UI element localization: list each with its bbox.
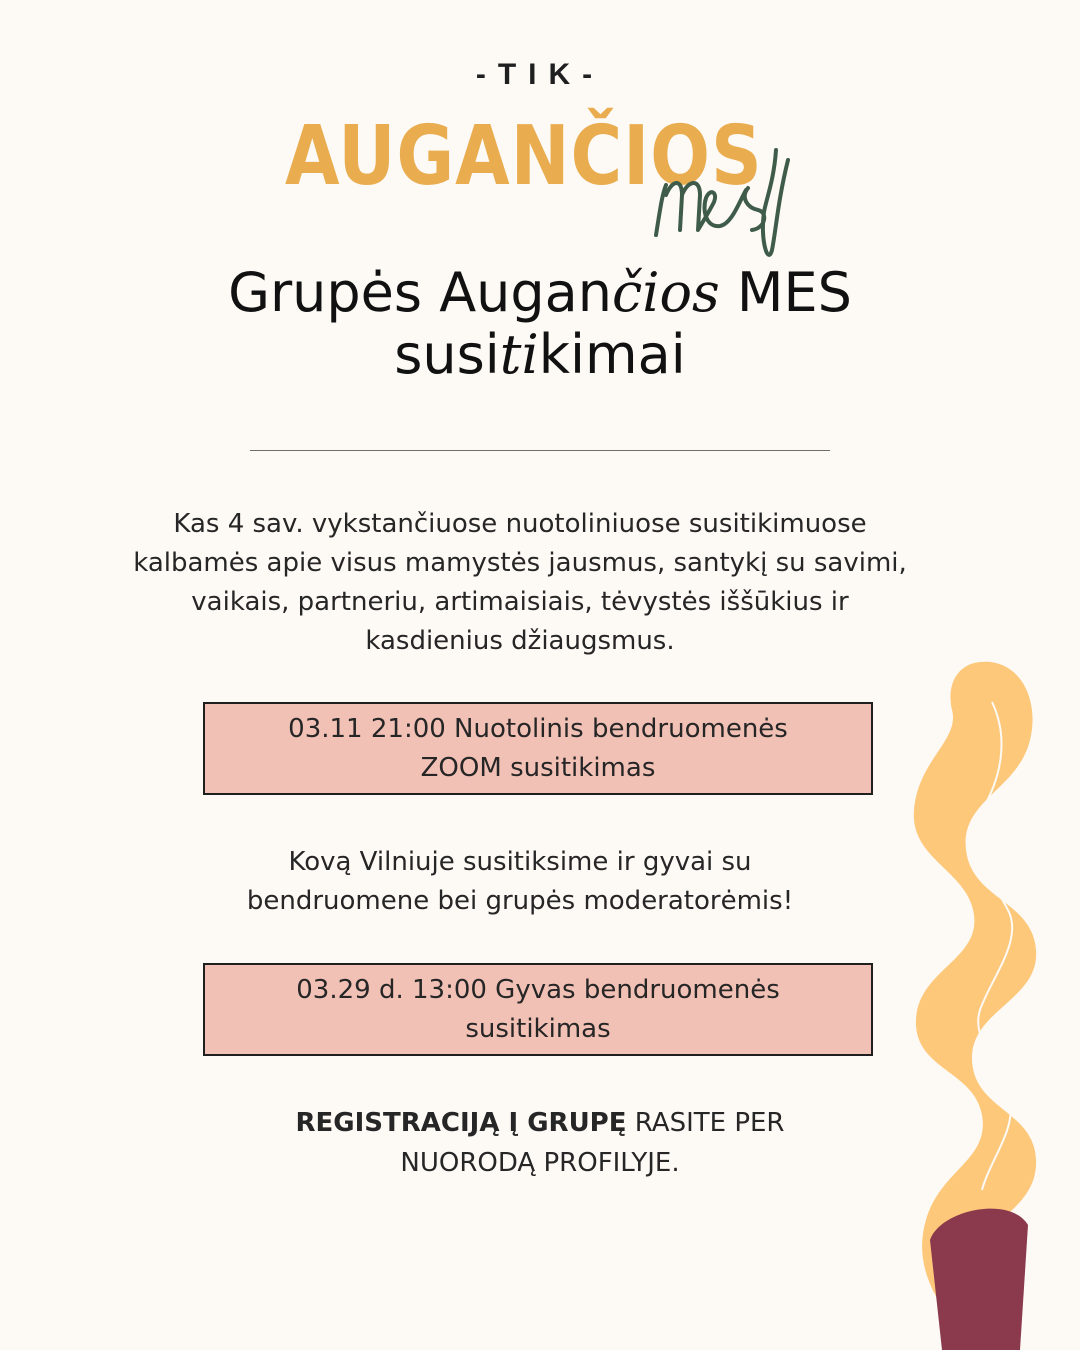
title-text: Grupės Augan	[228, 261, 612, 324]
intro-paragraph: Kas 4 sav. vykstančiuose nuotoliniuose susitikimuose kalbamės apie visus mamystės jausmus, santykį su savimi, vaikais, partneriu, artimaisiais, tėvystės iššūkius ir kasdienius džiaugsmus.	[133, 509, 907, 656]
event-text: 03.29 d. 13:00 Gyvas bendruomenės susitikimas	[296, 974, 780, 1044]
logo-tik-text: TIK	[497, 58, 583, 91]
title-italic: čios	[611, 261, 720, 324]
registration-note	[290, 1103, 790, 1183]
brand-logo	[0, 0, 1080, 270]
page-title	[0, 262, 1080, 386]
registration-rest: RASITE PER NUORODĄ PROFILYJE.	[400, 1108, 785, 1178]
event-box-live	[203, 963, 873, 1056]
title-text: susi	[394, 323, 500, 386]
candle-flame-icon	[900, 650, 1080, 1350]
logo-script-mes	[648, 140, 808, 275]
divider	[250, 450, 830, 451]
registration-bold: REGISTRACIJĄ Į GRUPĘ	[295, 1108, 627, 1138]
event-text: 03.11 21:00 Nuotolinis bendruomenės ZOOM susitikimas	[288, 713, 788, 783]
title-italic: ti	[499, 323, 539, 386]
title-text: MES	[719, 261, 852, 324]
title-text: kimai	[538, 323, 686, 386]
logo-main-word: AUGANČIOS	[285, 109, 763, 204]
candle-body	[930, 1209, 1028, 1350]
logo-tik: -TIK-	[475, 58, 605, 91]
live-meeting-note: Kovą Vilniuje susitiksime ir gyvai su bendruomene bei grupės moderatorėmis!	[246, 847, 794, 916]
event-box-zoom	[203, 702, 873, 795]
